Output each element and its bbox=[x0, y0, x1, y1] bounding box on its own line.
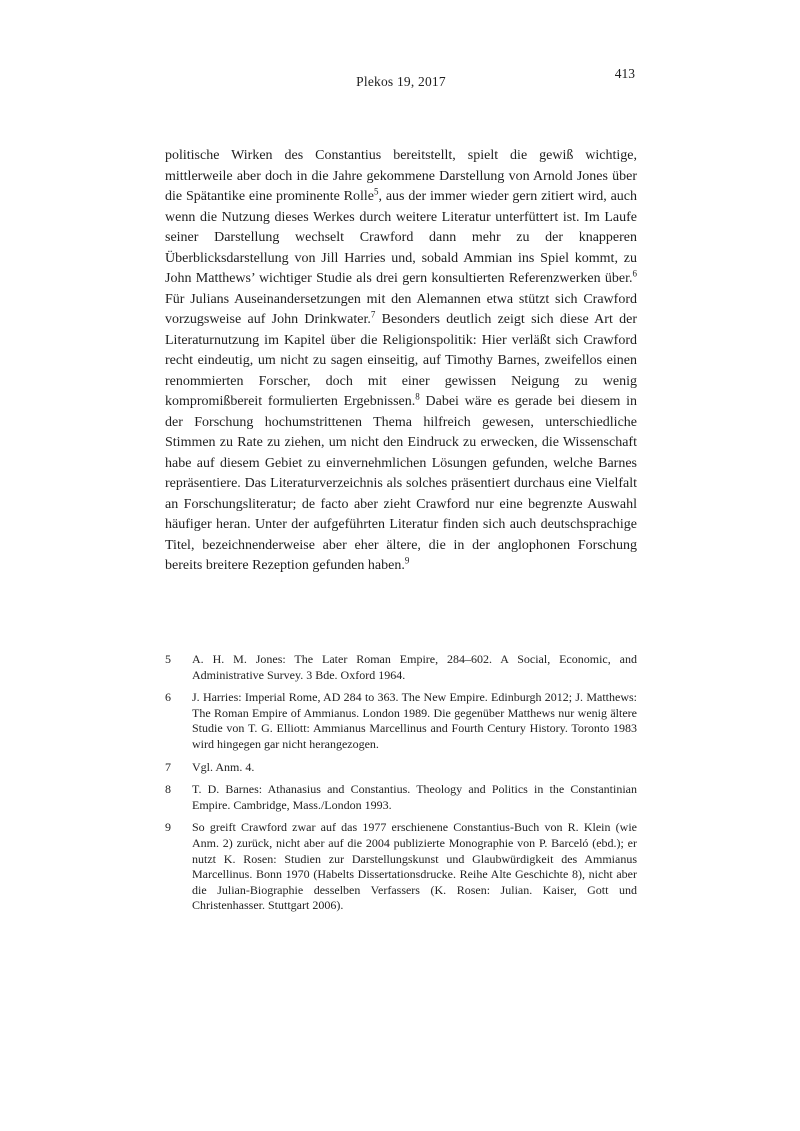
footnote-ref-5: 5 bbox=[373, 186, 379, 197]
footnote-6 bbox=[165, 690, 637, 752]
footnote-number: 5 bbox=[165, 652, 171, 666]
footnote-ref-7: 7 bbox=[370, 309, 376, 320]
body-text-segment: Besonders deutlich zeigt sich diese Art der Literaturnutzung im Kapitel über die Religionspolitik: Hier verläßt sich Crawford recht eindeutig, um nicht zu sagen einseitig, auf Timothy Barnes, zweifellos einen renommierten Forscher, doch mit einer gewissen Neigung zu wenig kompromißbereit formulierten Ergebnissen. bbox=[165, 312, 637, 409]
footnote-text: A. H. M. Jones: The Later Roman Empire, 284–602. A Social, Economic, and Administrative Survey. 3 Bde. Oxford 1964. bbox=[192, 652, 637, 682]
footnote-8 bbox=[165, 782, 637, 813]
footnote-7 bbox=[165, 760, 637, 776]
footnote-ref-8: 8 bbox=[415, 391, 420, 402]
footnote-ref-9: 9 bbox=[404, 555, 410, 566]
footnote-ref-6: 6 bbox=[632, 268, 637, 279]
footnote-text: J. Harries: Imperial Rome, AD 284 to 363. The New Empire. Edinburgh 2012; J. Matthews: The Roman Empire of Ammianus. London 1989. Die gegenüber Matthews nur wenig ältere Studie von T. G. Elliott: Ammianus Marcellinus and Fourth Century History. Toronto 1983 wird hingegen gar nicht herangezogen. bbox=[192, 690, 637, 751]
footnotes-section bbox=[165, 652, 637, 921]
footnote-number: 6 bbox=[165, 690, 171, 705]
footnote-5 bbox=[165, 652, 637, 683]
body-text-segment: Dabei wäre es gerade bei diesem in der Forschung hochumstrittenen Thema hilfreich gewesen, unterschiedliche Stimmen zu Rate zu ziehen, um nicht den Eindruck zu erwecken, die Wissenschaft habe auf diesem Gebiet zu einvernehmlichen Lösungen gefunden, welche Barnes repräsentiere. Das Literaturverzeichnis als solches präsentiert durchaus eine Vielfalt an Forschungsliteratur; de facto aber zieht Crawford nur eine begrenzte Auswahl häufiger heran. Unter der aufgeführten Literatur finden sich auch deutschsprachige Titel, bezeichnenderweise aber eher ältere, die in der anglophonen Forschung bereits breitere Rezeption gefunden haben. bbox=[165, 394, 637, 573]
body-text-segment: Für Julians Auseinandersetzungen mit den Alemannen etwa stützt sich Crawford vorzugsweise auf John Drinkwater. bbox=[165, 291, 637, 327]
article-body bbox=[165, 146, 637, 577]
journal-title: Plekos 19, 2017 bbox=[356, 74, 446, 89]
footnote-number: 7 bbox=[165, 759, 171, 774]
body-text-segment: , aus der immer wieder gern zitiert wird, auch wenn die Nutzung dieses Werkes durch weitere Literatur unterfüttert ist. Im Laufe seiner Darstellung wechselt Crawford dann mehr zu der knapperen Überblicksdarstellung von Jill Harries und, sobald Ammian ins Spiel kommt, zu John Matthews’ wichtiger Studie als drei gern konsultierten Referenzwerken über. bbox=[165, 189, 638, 286]
footnote-number: 9 bbox=[165, 820, 171, 835]
body-paragraph bbox=[165, 146, 637, 577]
page-header bbox=[165, 66, 637, 98]
body-text-segment: politische Wirken des Constantius bereitstellt, spielt die gewiß wichtige, mittlerweile aber doch in die Jahre gekommene Darstellung von Arnold Jones über die Spätantike eine prominente Rolle bbox=[165, 148, 637, 204]
footnote-9 bbox=[165, 820, 637, 914]
page-number: 413 bbox=[614, 66, 635, 81]
footnote-text: Vgl. Anm. 4. bbox=[192, 759, 255, 774]
footnote-number: 8 bbox=[165, 782, 171, 797]
footnote-text: T. D. Barnes: Athanasius and Constantius. Theology and Politics in the Constantinian Empire. Cambridge, Mass./London 1993. bbox=[192, 782, 637, 812]
footnote-text: So greift Crawford zwar auf das 1977 erschienene Constantius-Buch von R. Klein (wie Anm. 2) zurück, nicht aber auf die 2004 publizierte Monographie von P. Barceló (ebd.); er nutzt K. Rosen: Studien zur Darstellungskunst und Glaubwürdigkeit des Ammianus Marcellinus. Bonn 1970 (Habelts Dissertationsdrucke. Reihe Alte Geschichte 8), nicht aber die Julian-Biographie desselben Verfassers (K. Rosen: Julian. Kaiser, Gott und Christenhasser. Stuttgart 2006). bbox=[192, 820, 637, 913]
